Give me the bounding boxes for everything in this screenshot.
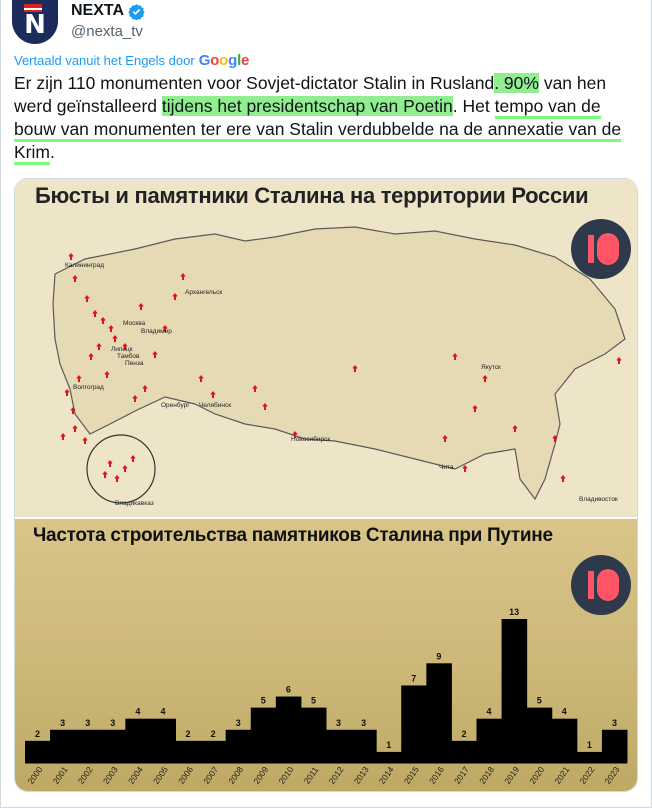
- monument-marker: [123, 465, 128, 472]
- bar: [276, 697, 302, 763]
- x-tick-label: 2013: [351, 764, 371, 786]
- x-tick-label: 2008: [226, 764, 246, 786]
- x-tick-label: 2020: [527, 764, 547, 786]
- bar: [376, 752, 402, 763]
- x-tick-label: 2012: [326, 764, 346, 786]
- bar: [301, 708, 327, 763]
- monument-marker: [108, 460, 113, 467]
- bar-value-label: 4: [486, 706, 492, 717]
- highlight-90-percent: . 90%: [494, 73, 539, 93]
- map-title: Бюсты и памятники Сталина на территории России: [35, 183, 589, 208]
- x-tick-label: 2023: [602, 764, 622, 786]
- monument-marker: [561, 475, 566, 482]
- x-tick-label: 2005: [150, 764, 171, 786]
- bar-value-label: 2: [210, 728, 216, 739]
- bar-value-label: 3: [110, 717, 116, 728]
- bar: [50, 730, 76, 763]
- city-label: Волгоград: [73, 384, 104, 391]
- bar-chart: [15, 519, 638, 792]
- bar-value-label: 3: [611, 717, 617, 728]
- bar-value-label: 4: [135, 706, 141, 717]
- x-tick-label: 2010: [276, 764, 296, 786]
- monument-marker: [83, 437, 88, 444]
- city-label: Москва: [123, 320, 146, 327]
- bar: [351, 730, 377, 763]
- x-tick-label: 2007: [201, 764, 221, 786]
- google-logo: Google: [198, 52, 250, 69]
- monument-marker: [73, 425, 78, 432]
- verified-badge-icon: [128, 3, 145, 20]
- city-label: Липецк: [111, 346, 133, 353]
- x-tick-label: 2014: [376, 764, 396, 786]
- monument-marker: [131, 455, 136, 462]
- x-tick-label: 2000: [25, 764, 45, 786]
- bar-value-label: 4: [160, 706, 166, 717]
- x-tick-label: 2009: [251, 764, 271, 786]
- bar-value-label: 3: [361, 717, 367, 728]
- bar-value-label: 5: [310, 695, 316, 706]
- bar: [25, 741, 51, 763]
- x-tick-label: 2001: [50, 764, 70, 786]
- x-tick-label: 2018: [477, 764, 497, 786]
- caucasus-zoom-circle: [87, 435, 155, 503]
- x-tick-label: 2003: [100, 764, 120, 786]
- bar-value-label: 9: [436, 651, 442, 662]
- bar: [326, 730, 352, 763]
- bar-value-label: 1: [586, 739, 592, 750]
- city-label: Пенза: [125, 360, 144, 367]
- city-label: Оренбург: [161, 402, 190, 409]
- bar-value-label: 6: [285, 684, 291, 695]
- x-tick-label: 2019: [502, 764, 522, 786]
- city-label: Челябинск: [199, 402, 232, 409]
- map-panel: [15, 179, 638, 517]
- monument-marker: [617, 357, 622, 364]
- bar: [226, 730, 252, 763]
- bar-value-label: 3: [85, 717, 91, 728]
- bar-value-label: 13: [509, 607, 520, 617]
- x-tick-label: 2022: [577, 764, 597, 786]
- bar-value-label: 2: [35, 728, 41, 739]
- underlined-crimea: tempo van de bouw van monumenten ter ere van Stalin verdubbelde na de annexatie van de Krim: [14, 96, 621, 165]
- monument-marker: [103, 471, 108, 478]
- monument-marker: [61, 433, 66, 440]
- x-tick-label: 2011: [301, 764, 321, 786]
- monument-marker: [115, 475, 120, 482]
- x-tick-label: 2021: [552, 764, 572, 786]
- bar: [552, 719, 578, 763]
- bar: [201, 741, 227, 763]
- tweet-text: Er zijn 110 monumenten voor Sovjet-dictator Stalin in Rusland. 90% van hen werd geïnstalleerd tijdens het presidentschap van Poetin. Het tempo van de bouw van monumenten ter ere van Stalin verdubbelde na de annexatie van de Krim.: [14, 72, 644, 164]
- bar: [401, 685, 427, 763]
- bar: [75, 730, 101, 763]
- translation-notice[interactable]: [14, 52, 249, 69]
- x-tick-label: 2017: [451, 764, 472, 786]
- bar-value-label: 2: [185, 728, 191, 739]
- city-label: Якутск: [481, 364, 501, 371]
- display-name[interactable]: NEXTA: [71, 2, 125, 19]
- bar: [150, 719, 176, 763]
- bar: [251, 708, 277, 763]
- bar: [602, 730, 628, 763]
- x-tick-label: 2004: [125, 764, 145, 786]
- bar: [451, 741, 477, 763]
- x-tick-label: 2006: [176, 764, 196, 786]
- bar-value-label: 3: [336, 717, 342, 728]
- highlight-putin: tijdens het presidentschap van Poetin: [161, 96, 453, 116]
- avatar-letter: N: [24, 10, 46, 40]
- tweet-header: [12, 0, 145, 46]
- bar: [527, 708, 553, 763]
- city-label: Владимир: [141, 328, 172, 335]
- bar-value-label: 1: [386, 739, 392, 750]
- monument-marker: [69, 253, 74, 260]
- bar: [426, 663, 452, 763]
- handle[interactable]: @nexta_tv: [71, 23, 143, 40]
- bar: [176, 741, 202, 763]
- city-label: Архангельск: [185, 289, 223, 296]
- x-tick-label: 2015: [401, 764, 421, 786]
- bar-value-label: 5: [536, 695, 542, 706]
- city-label: Новосибирск: [291, 436, 331, 443]
- bar-value-label: 3: [60, 717, 66, 728]
- bar: [502, 619, 528, 763]
- bar: [125, 719, 151, 763]
- bar-value-label: 7: [411, 673, 417, 684]
- bar: [477, 719, 503, 763]
- monument-marker: [463, 465, 468, 472]
- bar-value-label: 2: [461, 728, 467, 739]
- city-label: Калининград: [65, 262, 105, 269]
- city-label: Тамбов: [117, 353, 140, 360]
- russia-map: [15, 179, 638, 517]
- city-label: Чита: [439, 464, 454, 471]
- avatar[interactable]: [12, 0, 58, 44]
- monument-marker: [65, 389, 70, 396]
- translation-label: Vertaald vanuit het Engels door: [14, 53, 195, 68]
- city-label: Владивосток: [579, 496, 618, 503]
- chart-panel: [15, 519, 638, 792]
- x-tick-label: 2002: [75, 764, 95, 786]
- tweet-image[interactable]: [14, 178, 638, 792]
- bar-value-label: 3: [235, 717, 241, 728]
- bar: [577, 752, 603, 763]
- bar: [100, 730, 126, 763]
- city-label: Владикавказ: [115, 500, 154, 507]
- chart-title: Частота строительства памятников Сталина при Путине: [33, 525, 553, 546]
- x-tick-label: 2016: [426, 764, 446, 786]
- bar-value-label: 4: [561, 706, 567, 717]
- bar-value-label: 5: [260, 695, 266, 706]
